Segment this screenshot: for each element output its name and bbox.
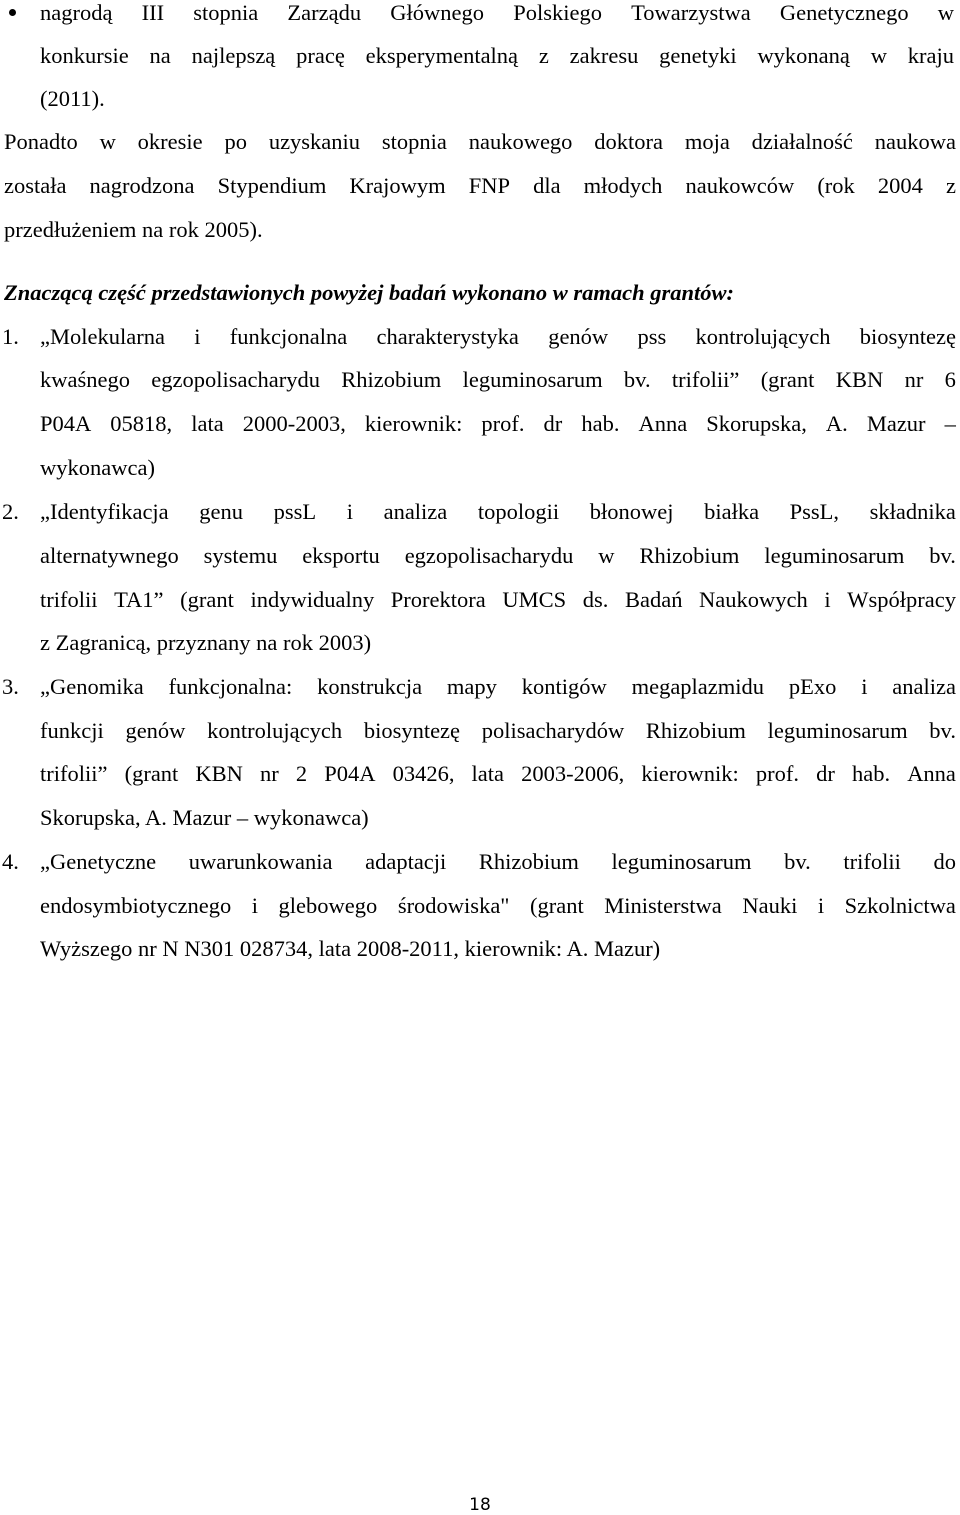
bullet-icon (9, 9, 16, 16)
word: Głównego (390, 0, 485, 25)
word: egzopolisacharydu (151, 367, 320, 392)
grant-line (40, 589, 956, 612)
word: konkursie (40, 43, 129, 68)
word: trifolii” (40, 761, 108, 786)
word: – (944, 411, 956, 436)
word: leguminosarum (767, 718, 908, 743)
word: uzyskaniu (268, 129, 361, 154)
word: III (141, 0, 165, 25)
word: nagrodzona (89, 173, 195, 198)
word: bv. (784, 849, 811, 874)
word: naukowa (874, 129, 956, 154)
grant-line (40, 851, 956, 874)
word: genów (125, 718, 186, 743)
grant-number: 3. (2, 674, 19, 699)
paragraph-line-3: przedłużeniem na rok 2005). (4, 217, 263, 242)
grant-line: Skorupska, A. Mazur – wykonawca) (40, 805, 369, 830)
bullet-line-1 (40, 2, 954, 25)
word: Polskiego (513, 0, 602, 25)
word: (grant (124, 761, 179, 786)
page-number: 18 (469, 1495, 491, 1515)
word: TA1” (114, 587, 164, 612)
word: polisacharydów (481, 718, 625, 743)
word: do (933, 849, 956, 874)
word: Ponadto (4, 129, 78, 154)
word: nr (260, 761, 279, 786)
word: Szkolnictwa (844, 893, 956, 918)
word: Rhizobium (645, 718, 746, 743)
word: leguminosarum (764, 543, 905, 568)
word: „Genomika (40, 674, 144, 699)
word: konstrukcja (317, 674, 423, 699)
word: Prorektora (390, 587, 486, 612)
word: KBN (835, 367, 884, 392)
word: funkcjonalna: (168, 674, 293, 699)
grant-number: 2. (2, 499, 19, 524)
word: naukowego (468, 129, 573, 154)
word: P04A (40, 411, 92, 436)
word: (grant (180, 587, 234, 612)
grant-line (40, 413, 956, 436)
word: na (149, 43, 171, 68)
grant-line (40, 369, 956, 392)
word: prof. (481, 411, 525, 436)
word: genetyki (659, 43, 737, 68)
word: Anna (638, 411, 688, 436)
word: po (224, 129, 247, 154)
word: FNP (468, 173, 511, 198)
word: dr (816, 761, 835, 786)
grant-line (40, 545, 956, 568)
word: dla (533, 173, 561, 198)
word: funkcji (40, 718, 104, 743)
bullet-line-2 (40, 45, 954, 68)
word: okresie (137, 129, 203, 154)
word: leguminosarum (611, 849, 752, 874)
word: trifolii” (671, 367, 740, 392)
word: leguminosarum (462, 367, 603, 392)
word: bv. (929, 718, 956, 743)
word: (rok (817, 173, 855, 198)
word: Rhizobium (639, 543, 740, 568)
grant-line (40, 326, 956, 349)
word: eksperymentalną (365, 43, 519, 68)
word: genu (199, 499, 244, 524)
word: „Identyfikacja (40, 499, 169, 524)
word: Naukowych (699, 587, 808, 612)
grant-line (40, 720, 956, 743)
word: kraju (907, 43, 954, 68)
word: Zarządu (287, 0, 362, 25)
word: adaptacji (365, 849, 447, 874)
word: prof. (755, 761, 800, 786)
word: stopnia (193, 0, 259, 25)
word: Krajowym (349, 173, 446, 198)
word: Towarzystwa (631, 0, 751, 25)
word: trifolii (40, 587, 98, 612)
paragraph-line-1 (4, 131, 956, 154)
word: mapy (446, 674, 497, 699)
word: z (945, 173, 956, 198)
word: pracę (296, 43, 345, 68)
word: pExo (788, 674, 837, 699)
word: nr (904, 367, 924, 392)
word: pss (637, 324, 667, 349)
word: ds. (582, 587, 609, 612)
word: „Genetyczne (40, 849, 157, 874)
word: Badań (624, 587, 683, 612)
word: i (251, 893, 259, 918)
word: kontigów (521, 674, 607, 699)
word: Ministerstwa (604, 893, 722, 918)
word: nagrodą (40, 0, 113, 25)
word: 2003-2006, (521, 761, 625, 786)
grant-line (40, 501, 956, 524)
word: kwaśnego (40, 367, 130, 392)
word: stopnia (381, 129, 447, 154)
word: analiza (383, 499, 448, 524)
grant-line: Wyższego nr N N301 028734, lata 2008-2011, kierownik: A. Mazur) (40, 936, 661, 961)
word: 2000-2003, (242, 411, 346, 436)
word: kontrolujących (695, 324, 831, 349)
word: Rhizobium (478, 849, 579, 874)
word: Nauki (742, 893, 798, 918)
word: młodych (583, 173, 663, 198)
word: indywidualny (250, 587, 375, 612)
word: bv. (623, 367, 651, 392)
word: i (194, 324, 201, 349)
word: charakterystyka (376, 324, 519, 349)
word: P04A (324, 761, 376, 786)
word: pssL (273, 499, 317, 524)
word: Współpracy (847, 587, 956, 612)
word: 6 (944, 367, 956, 392)
word: analiza (892, 674, 956, 699)
word: A. (825, 411, 848, 436)
word: endosymbiotycznego (40, 893, 232, 918)
word: środowiska" (397, 893, 510, 918)
word: zakresu (569, 43, 639, 68)
word: 2004 (877, 173, 923, 198)
word: Mazur (866, 411, 926, 436)
word: dr (543, 411, 563, 436)
word: i (824, 587, 831, 612)
word: KBN (195, 761, 243, 786)
word: (grant (530, 893, 584, 918)
word: kierownik: (364, 411, 463, 436)
word: biosyntezę (363, 718, 461, 743)
word: eksportu (302, 543, 380, 568)
word: kontrolujących (207, 718, 343, 743)
word: glebowego (278, 893, 378, 918)
word: Genetycznego (779, 0, 909, 25)
word: 2 (295, 761, 308, 786)
word: hab. (851, 761, 891, 786)
word: 03426, (392, 761, 455, 786)
word: funkcjonalna (229, 324, 348, 349)
word: „Molekularna (40, 324, 165, 349)
grant-number: 4. (2, 849, 19, 874)
word: UMCS (502, 587, 567, 612)
word: Skorupska, (706, 411, 807, 436)
word: PssL, (789, 499, 840, 524)
word: najlepszą (191, 43, 276, 68)
word: Rhizobium (341, 367, 442, 392)
word: egzopolisacharydu (404, 543, 574, 568)
grant-line (40, 895, 956, 918)
word: biosyntezę (859, 324, 956, 349)
bullet-line-3: (2011). (40, 86, 105, 111)
word: hab. (581, 411, 620, 436)
section-heading: Znaczącą część przedstawionych powyżej badań wykonano w ramach grantów: (4, 280, 735, 305)
word: naukowców (685, 173, 795, 198)
word: i (346, 499, 353, 524)
word: w (870, 43, 887, 68)
word: błonowej (589, 499, 674, 524)
word: z (538, 43, 549, 68)
word: genów (548, 324, 609, 349)
word: doktora (594, 129, 663, 154)
word: topologii (477, 499, 560, 524)
word: i (817, 893, 825, 918)
word: działalność (751, 129, 853, 154)
word: kierownik: (641, 761, 739, 786)
word: białka (704, 499, 760, 524)
word: i (861, 674, 868, 699)
word: megaplazmidu (631, 674, 765, 699)
word: alternatywnego (40, 543, 179, 568)
word: w (598, 543, 615, 568)
grant-number: 1. (2, 324, 19, 349)
grant-line (40, 676, 956, 699)
word: lata (471, 761, 505, 786)
grant-line: z Zagranicą, przyznany na rok 2003) (40, 630, 372, 655)
word: w (937, 0, 954, 25)
word: składnika (869, 499, 956, 524)
word: trifolii (843, 849, 901, 874)
grant-line: wykonawca) (40, 455, 155, 480)
word: 05818, (110, 411, 173, 436)
word: bv. (929, 543, 956, 568)
word: w (99, 129, 116, 154)
word: systemu (203, 543, 278, 568)
grant-line (40, 763, 956, 786)
word: wykonaną (757, 43, 850, 68)
paragraph-line-2 (4, 175, 956, 198)
word: uwarunkowania (188, 849, 333, 874)
word: została (4, 173, 67, 198)
word: (grant (760, 367, 815, 392)
word: moja (684, 129, 730, 154)
word: Stypendium (217, 173, 327, 198)
word: lata (191, 411, 224, 436)
word: Anna (907, 761, 956, 786)
